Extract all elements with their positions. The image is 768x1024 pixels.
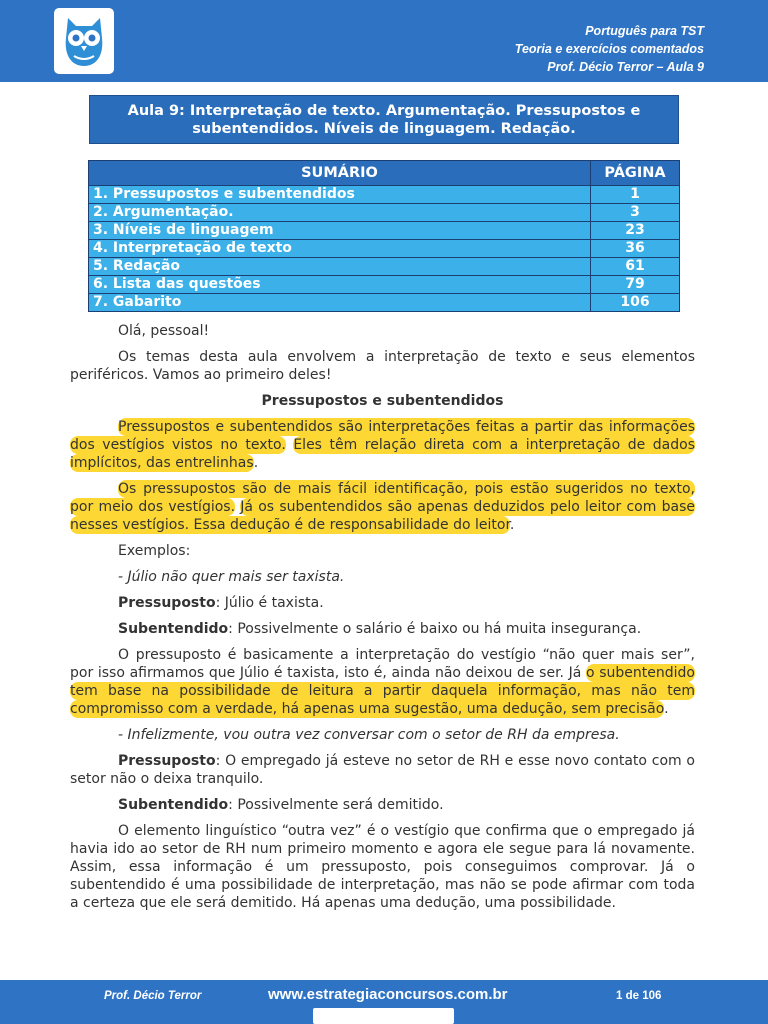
page-header [0, 0, 768, 82]
implied-text: : Possivelmente será demitido. [228, 797, 444, 813]
summary-page: 79 [591, 276, 680, 294]
example-sentence: - Infelizmente, vou outra vez conversar com o setor de RH da empresa. [118, 727, 620, 743]
header-course-info [515, 22, 704, 76]
presupposition-label: Pressuposto [118, 753, 216, 769]
header-lesson: Prof. Décio Terror – Aula 9 [547, 60, 704, 74]
header-course-title: Português para TST [585, 24, 704, 38]
highlighted-text: Eles têm relação direta com a interpretação de dados implícitos, das entrelinhas [70, 437, 695, 471]
summary-page: 23 [591, 222, 680, 240]
highlighted-text: Os pressupostos são de mais fácil identificação, pois estão sugeridos no texto, por meio dos vestígios. [70, 481, 695, 515]
highlighted-text: Já os subentendidos são apenas deduzidos pelo leitor com base nesses vestígios. Essa dedução é de responsabilidade do leitor [70, 499, 696, 533]
punctuation: . [664, 701, 669, 717]
page-number: 1 de 106 [616, 990, 662, 1002]
paragraph-conclusion: O elemento linguístico “outra vez” é o vestígio que confirma que o empregado já havia ido ao setor de RH num primeiro momento e agora ele segue para lá novamente. Assim, essa informação é um pressuposto, pois conseguimos comprovar. Já o subentendido é uma possibilidade de interpretação, mas não se pode afirmar com toda a certeza que ele será demitido. Há apenas uma dedução, uma possibilidade. [70, 823, 695, 911]
summary-header-col: SUMÁRIO [89, 161, 591, 186]
lesson-title: Aula 9: Interpretação de texto. Argumentação. Pressupostos e subentendidos. Níveis de linguagem. Redação. [89, 95, 679, 144]
paragraph-text: O pressuposto é basicamente a interpretação do vestígio “não quer mais ser”, por isso afirmamos que Júlio é taxista, isto é, ainda não deixou de ser. Já [70, 647, 695, 681]
page-header-col: PÁGINA [591, 161, 680, 186]
paragraph-definition [70, 418, 695, 472]
header-course-subtitle: Teoria e exercícios comentados [514, 42, 704, 56]
footer-website-link[interactable]: www.estrategiaconcursos.com.br [268, 986, 508, 1003]
summary-item: 2. Argumentação. [89, 204, 591, 222]
summary-row[interactable] [89, 240, 680, 258]
highlighted-text: Pressupostos e subentendidos são interpretações feitas a partir das informações dos vestígios vistos no texto. [70, 419, 695, 453]
summary-page: 1 [591, 186, 680, 204]
summary-page: 61 [591, 258, 680, 276]
implied-label: Subentendido [118, 621, 229, 637]
example-sentence: - Júlio não quer mais ser taxista. [118, 569, 345, 585]
example-implied [70, 620, 695, 638]
summary-page: 36 [591, 240, 680, 258]
summary-page: 3 [591, 204, 680, 222]
implied-text: : Possivelmente o salário é baixo ou há muita insegurança. [228, 621, 642, 637]
implied-label: Subentendido [118, 797, 229, 813]
summary-row[interactable] [89, 258, 680, 276]
summary-row[interactable] [89, 222, 680, 240]
summary-item: 3. Níveis de linguagem [89, 222, 591, 240]
summary-item: 6. Lista das questões [89, 276, 591, 294]
examples-label: Exemplos: [118, 543, 191, 559]
greeting: Olá, pessoal! [118, 323, 210, 339]
summary-page: 106 [591, 294, 680, 312]
summary-row[interactable] [89, 186, 680, 204]
lesson-body [70, 322, 695, 920]
footer-tab [313, 1008, 454, 1024]
paragraph-identification [70, 480, 695, 534]
summary-row[interactable] [89, 276, 680, 294]
example-implied [70, 796, 695, 814]
summary-item: 1. Pressupostos e subentendidos [89, 186, 591, 204]
summary-item: 5. Redação [89, 258, 591, 276]
presupposition-text: : Júlio é taxista. [215, 595, 324, 611]
punctuation: . [253, 455, 259, 471]
intro-paragraph: Os temas desta aula envolvem a interpretação de texto e seus elementos periféricos. Vamos ao primeiro deles! [70, 349, 695, 383]
example-presupposition [70, 752, 695, 788]
paragraph-explanation [70, 646, 695, 718]
summary-table [88, 160, 680, 312]
page-footer [0, 980, 768, 1024]
presupposition-text: : O empregado já esteve no setor de RH e esse novo contato com o setor não o deixa tranquilo. [70, 753, 695, 787]
summary-item: 4. Interpretação de texto [89, 240, 591, 258]
punctuation: . [509, 517, 515, 533]
highlighted-text: o subentendido tem base na possibilidade de leitura a partir daquela informação, mas não tem compromisso com a verdade, há apenas uma sugestão, uma dedução, sem precisão [70, 665, 696, 717]
example-presupposition [70, 594, 695, 612]
presupposition-label: Pressuposto [118, 595, 216, 611]
footer-author: Prof. Décio Terror [104, 990, 202, 1002]
summary-row[interactable] [89, 204, 680, 222]
owl-logo-icon [54, 8, 114, 74]
summary-item: 7. Gabarito [89, 294, 591, 312]
summary-row[interactable] [89, 294, 680, 312]
section-title: Pressupostos e subentendidos [261, 393, 504, 409]
